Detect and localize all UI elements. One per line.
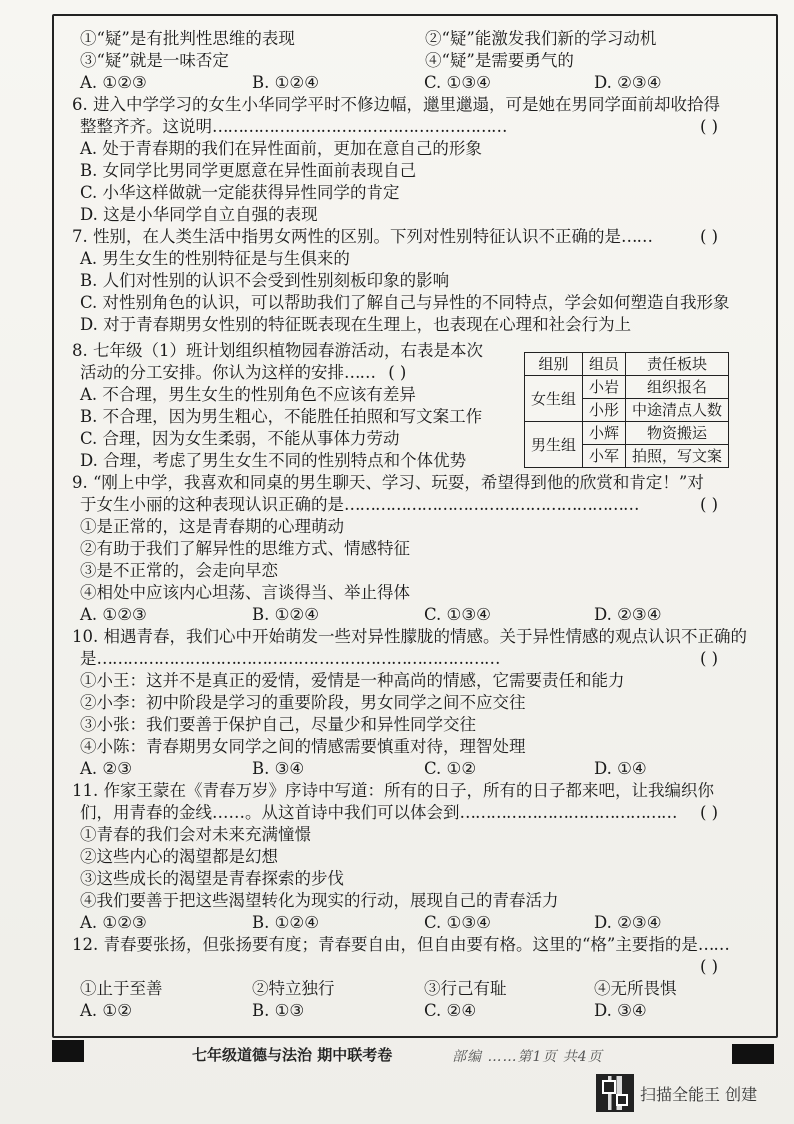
q9-answer-bracket[interactable]: ( ) — [700, 495, 719, 514]
q5-option-a[interactable]: A. ①②③ — [80, 73, 147, 92]
question-content — [72, 28, 770, 1022]
q5-statement-4: ④“疑”是需要勇气的 — [425, 51, 574, 70]
scanner-watermark: 扫描全能王 创建 — [640, 1085, 758, 1104]
q12-stem-text: 12. 青春要张扬，但张扬要有度；青春要自由，但自由要有格。这里的“格”主要指的是 — [72, 935, 698, 954]
q11-option-d[interactable]: D. ②③④ — [594, 913, 662, 932]
q8-member: 小岩 — [583, 376, 626, 399]
q9-statement-2: ②有助于我们了解异性的思维方式、情感特征 — [80, 539, 410, 558]
q8-answer-bracket[interactable]: ( ) — [388, 363, 407, 382]
q9-statement-1: ①是正常的，这是青春期的心理萌动 — [80, 517, 344, 536]
qr-code-icon — [598, 1076, 632, 1110]
q9-dots: ………………………………………………… — [344, 495, 639, 514]
q6-option-d[interactable]: D. 这是小华同学自立自强的表现 — [80, 205, 318, 224]
q10-option-d[interactable]: D. ①④ — [594, 759, 647, 778]
q8-table-header-row — [525, 353, 729, 376]
q9-statement-4: ④相处中应该内心坦荡、言谈得当、举止得体 — [80, 583, 410, 602]
q11-statement-3: ③这些成长的渴望是青春探索的步伐 — [80, 869, 344, 888]
q8-member: 小军 — [583, 445, 626, 468]
q7-option-b[interactable]: B. 人们对性别的认识不会受到性别刻板印象的影响 — [80, 271, 450, 290]
q8-group-girls: 女生组 — [525, 376, 583, 422]
q7-answer-bracket[interactable]: ( ) — [700, 227, 719, 246]
q12-option-d[interactable]: D. ③④ — [594, 1001, 647, 1020]
q11-dots: …………………………………… — [459, 803, 677, 822]
q10-dots: …………………………………………………………………… — [96, 649, 500, 668]
q10-statement-1: ①小王：这并不是真正的爱情，爱情是一种高尚的情感，它需要责任和能力 — [80, 671, 625, 690]
q10-statement-3: ③小张：我们要善于保护自己，尽量少和异性同学交往 — [80, 715, 476, 734]
q11-option-c[interactable]: C. ①③④ — [424, 913, 491, 932]
q12-answer-bracket[interactable]: ( ) — [700, 957, 719, 976]
q10-statement-2: ②小李：初中阶段是学习的重要阶段，男女同学之间不应交往 — [80, 693, 526, 712]
q6-answer-bracket[interactable]: ( ) — [700, 117, 719, 136]
q11-option-a[interactable]: A. ①②③ — [80, 913, 147, 932]
q8-dots: …… — [344, 363, 375, 382]
q6-option-a[interactable]: A. 处于青春期的我们在异性面前，更加在意自己的形象 — [80, 139, 482, 158]
q5-options — [80, 72, 770, 94]
q12-statement-1: ①止于至善 — [80, 979, 163, 998]
q5-statement-2: ②“疑”能激发我们新的学习动机 — [425, 29, 657, 48]
q8-task: 中途清点人数 — [626, 399, 729, 422]
q8-member: 小辉 — [583, 422, 626, 445]
q11-stem-line-1: 11. 作家王蒙在《青春万岁》序诗中写道：所有的日子，所有的日子都来吧，让我编织你 — [72, 781, 714, 800]
q8-stem-text: 活动的分工安排。你认为这样的安排 — [80, 363, 344, 382]
q11-options — [80, 912, 770, 934]
q6-option-b[interactable]: B. 女同学比男同学更愿意在异性面前表现自己 — [80, 161, 417, 180]
q12-bracket-row — [80, 956, 770, 978]
q10-statement-4: ④小陈：青春期男女同学之间的情感需要慎重对待，理智处理 — [80, 737, 526, 756]
q11-stem-line-2 — [80, 802, 770, 824]
q10-options — [80, 758, 770, 780]
q5-statements-row-1 — [80, 28, 770, 50]
q7-option-d[interactable]: D. 对于青春期男女性别的特征既表现在生理上，也表现在心理和社会行为上 — [80, 315, 632, 334]
footer-registration-mark-left — [52, 1040, 84, 1062]
q12-statement-3: ③行己有耻 — [424, 979, 507, 998]
q8-task: 组织报名 — [626, 376, 729, 399]
q12-stem — [72, 934, 770, 956]
q10-stem-text: 是 — [80, 649, 97, 668]
q5-statement-3: ③“疑”就是一味否定 — [80, 51, 229, 70]
q5-statement-1: ①“疑”是有批判性思维的表现 — [80, 29, 295, 48]
q9-options — [80, 604, 770, 626]
q8-task: 物资搬运 — [626, 422, 729, 445]
q9-option-a[interactable]: A. ①②③ — [80, 605, 147, 624]
q11-stem-text: 们，用青春的金线……。从这首诗中我们可以体会到 — [80, 803, 460, 822]
q10-answer-bracket[interactable]: ( ) — [700, 649, 719, 668]
q8-table-header-group: 组别 — [525, 353, 583, 376]
q10-option-a[interactable]: A. ②③ — [80, 759, 132, 778]
q8-member: 小彤 — [583, 399, 626, 422]
q12-statement-2: ②特立独行 — [252, 979, 335, 998]
footer-title: 七年级道德与法治 期中联考卷 — [192, 1046, 393, 1064]
q5-option-c[interactable]: C. ①③④ — [424, 73, 491, 92]
q6-option-c[interactable]: C. 小华这样做就一定能获得异性同学的肯定 — [80, 183, 400, 202]
q8-table-header-member: 组员 — [583, 353, 626, 376]
q9-stem-line-1: 9. “刚上中学，我喜欢和同桌的男生聊天、学习、玩耍，希望得到他的欣赏和肯定！”对 — [72, 473, 704, 492]
q11-statement-2: ②这些内心的渴望都是幻想 — [80, 847, 278, 866]
q9-option-c[interactable]: C. ①③④ — [424, 605, 491, 624]
q12-option-a[interactable]: A. ①② — [80, 1001, 132, 1020]
q12-statements — [80, 978, 770, 1000]
footer-page-info: 部编 ……第1页 共4页 — [452, 1049, 603, 1065]
q8-table-header-task: 责任板块 — [626, 353, 729, 376]
q12-statement-4: ④无所畏惧 — [594, 979, 677, 998]
q8-role-table — [524, 352, 729, 468]
q8-group-boys: 男生组 — [525, 422, 583, 468]
q5-option-b[interactable]: B. ①②④ — [252, 73, 319, 92]
q10-option-b[interactable]: B. ③④ — [252, 759, 305, 778]
q12-options — [80, 1000, 770, 1022]
q8-stem-line-1: 8. 七年级（1）班计划组织植物园春游活动，右表是本次 — [72, 341, 483, 360]
q7-stem-text: 7. 性别，在人类生活中指男女两性的区别。下列对性别特征认识不正确的是 — [72, 227, 621, 246]
q5-statements-row-2 — [80, 50, 770, 72]
q12-option-c[interactable]: C. ②④ — [424, 1001, 477, 1020]
q9-option-d[interactable]: D. ②③④ — [594, 605, 662, 624]
q10-stem-line-2 — [80, 648, 770, 670]
q8-task: 拍照，写文案 — [626, 445, 729, 468]
q8-option-c[interactable]: C. 合理，因为女生柔弱，不能从事体力劳动 — [80, 429, 400, 448]
q5-option-d[interactable]: D. ②③④ — [594, 73, 662, 92]
q9-option-b[interactable]: B. ①②④ — [252, 605, 319, 624]
q11-statement-4: ④我们要善于把这些渴望转化为现实的行动，展现自己的青春活力 — [80, 891, 559, 910]
q12-dots: …… — [697, 935, 729, 954]
q6-stem-text: 整整齐齐。这说明 — [80, 117, 212, 136]
q7-option-c[interactable]: C. 对性别角色的认识，可以帮助我们了解自己与异性的不同特点，学会如何塑造自我形象 — [80, 293, 730, 312]
q6-stem-line-1: 6. 进入中学学习的女生小华同学平时不修边幅，邋里邋遢，可是她在男同学面前却收拾得 — [72, 95, 720, 114]
table-row — [525, 376, 729, 399]
q11-option-b[interactable]: B. ①②④ — [252, 913, 319, 932]
q9-statement-3: ③是不正常的，会走向早恋 — [80, 561, 278, 580]
q10-option-c[interactable]: C. ①② — [424, 759, 477, 778]
q9-stem-line-2 — [80, 494, 770, 516]
q6-dots: ………………………………………………… — [212, 117, 507, 136]
q7-dots: …… — [621, 227, 652, 246]
q11-statement-1: ①青春的我们会对未来充满憧憬 — [80, 825, 311, 844]
q9-stem-text: 于女生小丽的这种表现认识正确的是 — [80, 495, 344, 514]
table-row — [525, 422, 729, 445]
q12-option-b[interactable]: B. ①③ — [252, 1001, 305, 1020]
q8-option-a[interactable]: A. 不合理，男生女生的性别角色不应该有差异 — [80, 385, 416, 404]
q7-option-a[interactable]: A. 男生女生的性别特征是与生俱来的 — [80, 249, 350, 268]
q10-stem-line-1: 10. 相遇青春，我们心中开始萌发一些对异性朦胧的情感。关于异性情感的观点认识不正确的 — [72, 627, 747, 646]
q11-answer-bracket[interactable]: ( ) — [700, 803, 719, 822]
q8-option-b[interactable]: B. 不合理，因为男生粗心，不能胜任拍照和写文案工作 — [80, 407, 483, 426]
q7-stem — [72, 226, 770, 248]
q6-stem-line-2 — [80, 116, 770, 138]
q8-option-d[interactable]: D. 合理，考虑了男生女生不同的性别特点和个体优势 — [80, 451, 467, 470]
footer-registration-mark-right — [732, 1044, 774, 1064]
